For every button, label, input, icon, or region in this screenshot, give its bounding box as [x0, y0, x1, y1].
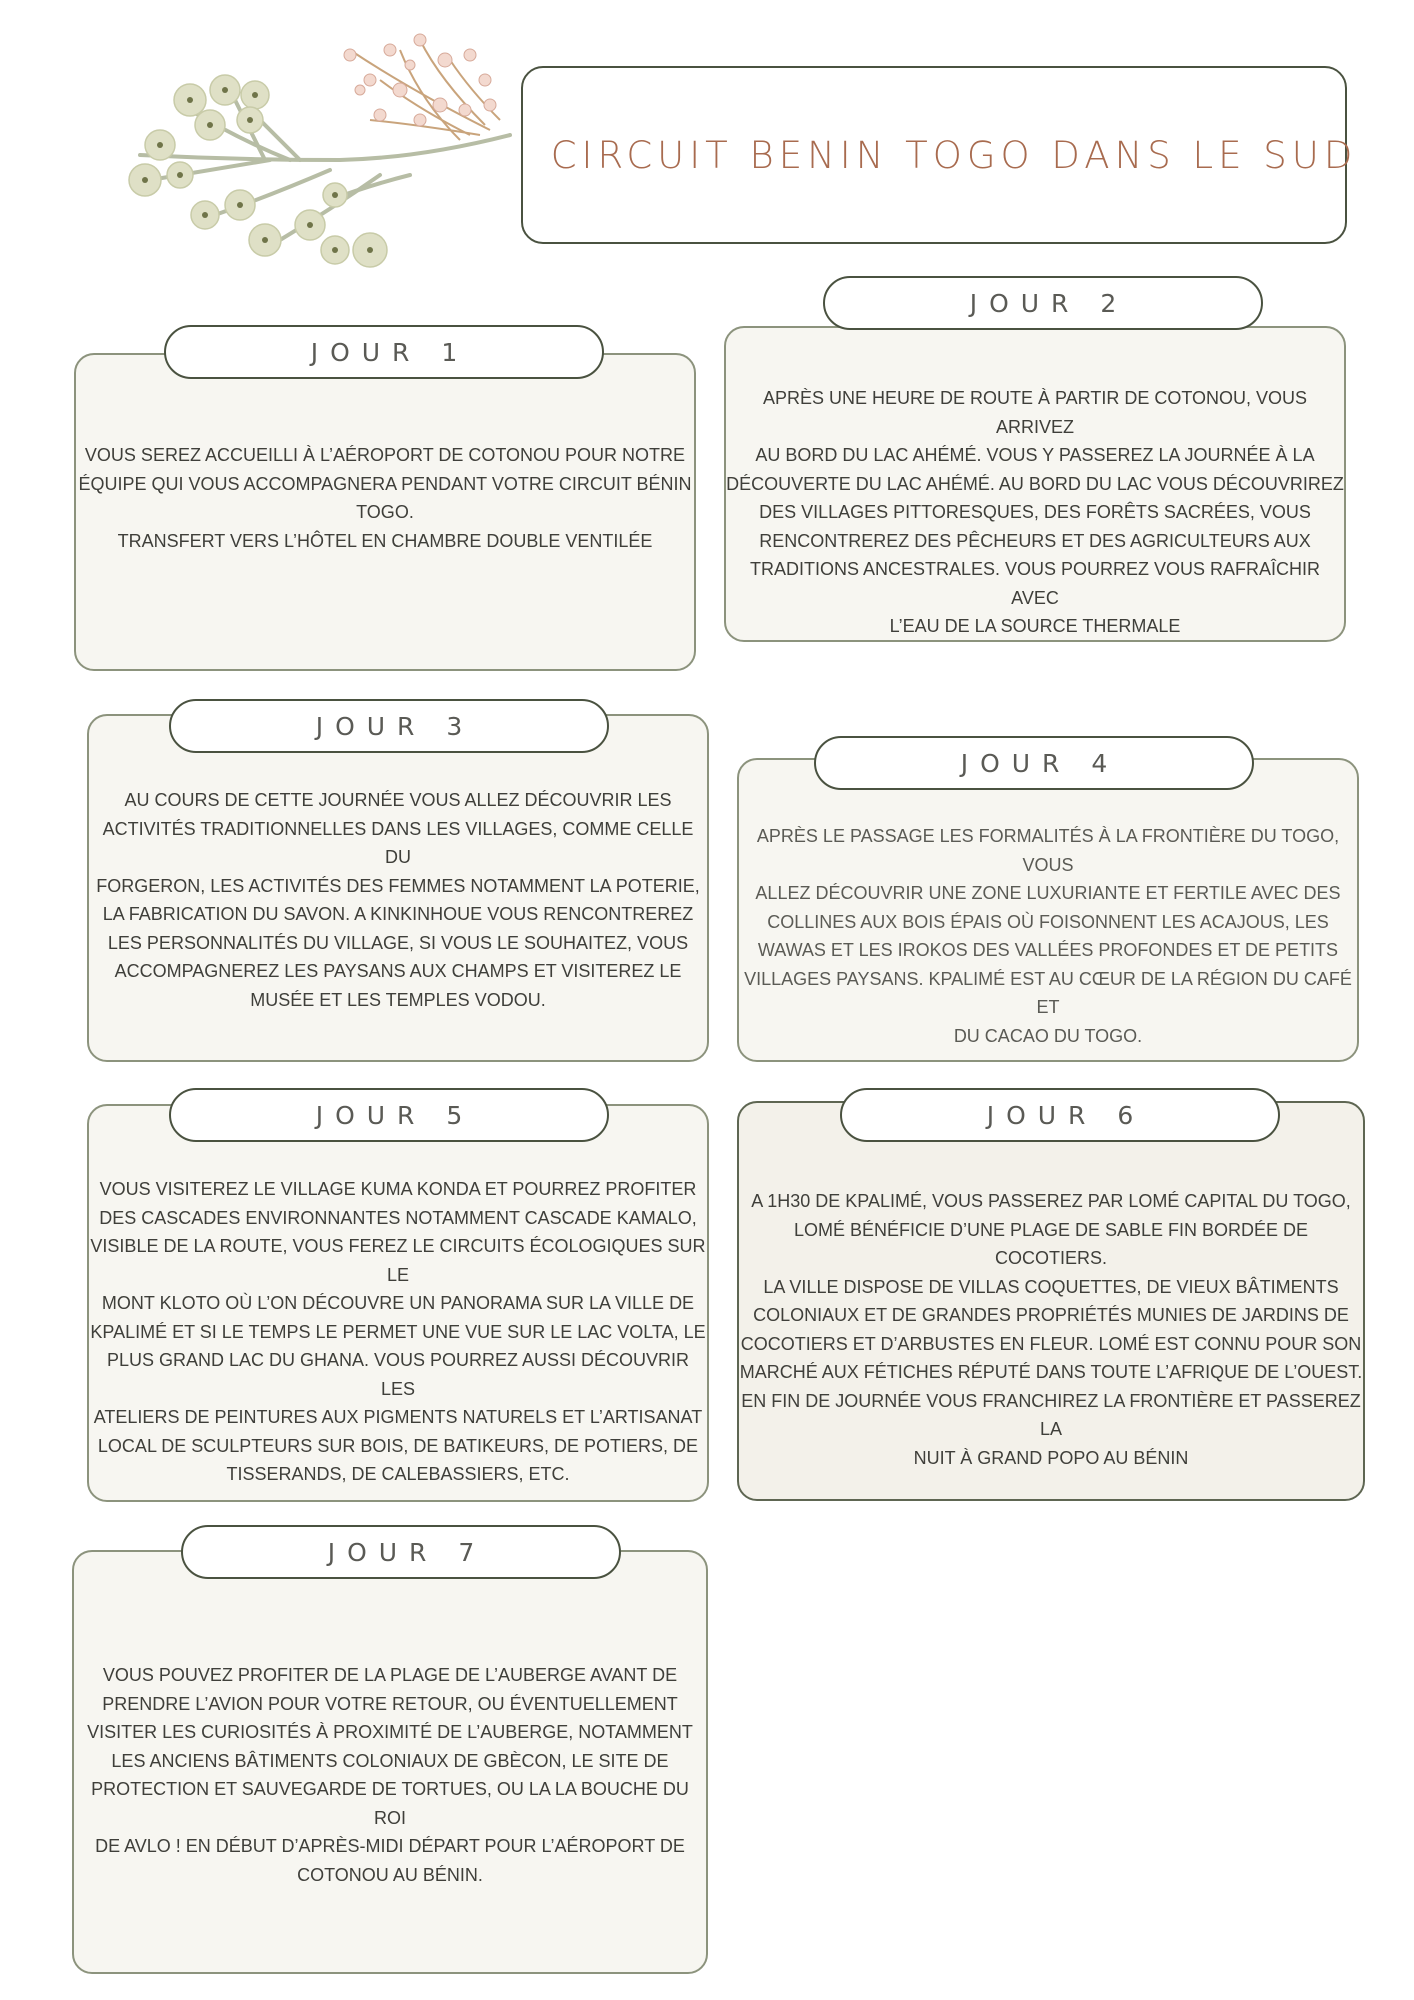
- day-2-card: [724, 326, 1346, 642]
- day-1-card: [74, 353, 696, 671]
- day-4-label: JOUR 4: [814, 736, 1254, 790]
- day-7-text: VOUS POUVEZ PROFITER DE LA PLAGE DE L’AUBERGE AVANT DE PRENDRE L’AVION POUR VOTRE RETOUR, OU ÉVENTUELLEMENT VISITER LES CURIOSITÉS À PROXIMITÉ DE L’AUBERGE, NOTAMMENT LES ANCIENS BÂTIMENTS COLONIAUX DE GBÈCON, LE SITE DE PROTECTION ET SAUVEGARDE DE TORTUES, OU LA LA BOUCHE DU ROI DE AVLO ! EN DÉBUT D’APRÈS-MIDI DÉPART POUR L’AÉROPORT DE COTONOU AU BÉNIN.: [87, 1665, 693, 1885]
- day-6-card: [737, 1101, 1365, 1501]
- day-7-card: [72, 1550, 708, 1974]
- day-6-label: JOUR 6: [840, 1088, 1280, 1142]
- day-7-label: JOUR 7: [181, 1525, 621, 1579]
- day-5-text: VOUS VISITEREZ LE VILLAGE KUMA KONDA ET POURREZ PROFITER DES CASCADES ENVIRONNANTES NOTAMMENT CASCADE KAMALO, VISIBLE DE LA ROUTE, VOUS FEREZ LE CIRCUITS ÉCOLOGIQUES SUR LE MONT KLOTO OÙ L’ON DÉCOUVRE UN PANORAMA SUR LA VILLE DE KPALIMÉ ET SI LE TEMPS LE PERMET UNE VUE SUR LE LAC VOLTA, LE PLUS GRAND LAC DU GHANA. VOUS POURREZ AUSSI DÉCOUVRIR LES ATELIERS DE PEINTURES AUX PIGMENTS NATURELS ET L’ARTISANAT LOCAL DE SCULPTEURS SUR BOIS, DE BATIKEURS, DE POTIERS, DE TISSERANDS, DE CALEBASSIERS, ETC.: [90, 1179, 706, 1484]
- day-5-label: JOUR 5: [169, 1088, 609, 1142]
- flower-branch-icon: [90, 10, 530, 290]
- day-1-text: VOUS SEREZ ACCUEILLI À L’AÉROPORT DE COTONOU POUR NOTRE ÉQUIPE QUI VOUS ACCOMPAGNERA PENDANT VOTRE CIRCUIT BÉNIN TOGO. TRANSFERT VERS L’HÔTEL EN CHAMBRE DOUBLE VENTILÉE: [78, 445, 692, 551]
- day-3-card: [87, 714, 709, 1062]
- day-6-text: A 1H30 DE KPALIMÉ, VOUS PASSEREZ PAR LOMÉ CAPITAL DU TOGO, LOMÉ BÉNÉFICIE D’UNE PLAGE DE SABLE FIN BORDÉE DE COCOTIERS. LA VILLE DISPOSE DE VILLAS COQUETTES, DE VIEUX BÂTIMENTS COLONIAUX ET DE GRANDES PROPRIÉTÉS MUNIES DE JARDINS DE COCOTIERS ET D’ARBUSTES EN FLEUR. LOMÉ EST CONNU POUR SON MARCHÉ AUX FÉTICHES RÉPUTÉ DANS TOUTE L’AFRIQUE DE L’OUEST. EN FIN DE JOURNÉE VOUS FRANCHIREZ LA FRONTIÈRE ET PASSEREZ LA NUIT À GRAND POPO AU BÉNIN: [739, 1191, 1363, 1468]
- day-3-text: AU COURS DE CETTE JOURNÉE VOUS ALLEZ DÉCOUVRIR LES ACTIVITÉS TRADITIONNELLES DANS LES VILLAGES, COMME CELLE DU FORGERON, LES ACTIVITÉS DES FEMMES NOTAMMENT LA POTERIE, LA FABRICATION DU SAVON. A KINKINHOUE VOUS RENCONTREREZ LES PERSONNALITÉS DU VILLAGE, SI VOUS LE SOUHAITEZ, VOUS ACCOMPAGNEREZ LES PAYSANS AUX CHAMPS ET VISITEREZ LE MUSÉE ET LES TEMPLES VODOU.: [96, 790, 700, 1010]
- day-2-label: JOUR 2: [823, 276, 1263, 330]
- page-title: CIRCUIT BENIN TOGO DANS LE SUD: [550, 133, 1358, 177]
- day-3-label: JOUR 3: [169, 699, 609, 753]
- day-4-text: APRÈS LE PASSAGE LES FORMALITÉS À LA FRONTIÈRE DU TOGO, VOUS ALLEZ DÉCOUVRIR UNE ZONE LUXURIANTE ET FERTILE AVEC DES COLLINES AUX BOIS ÉPAIS OÙ FOISONNENT LES ACAJOUS, LES WAWAS ET LES IROKOS DES VALLÉES PROFONDES ET DE PETITS VILLAGES PAYSANS. KPALIMÉ EST AU CŒUR DE LA RÉGION DU CAFÉ ET DU CACAO DU TOGO.: [744, 826, 1352, 1046]
- day-1-label: JOUR 1: [164, 325, 604, 379]
- day-5-card: [87, 1104, 709, 1502]
- title-box: [521, 66, 1358, 244]
- day-2-text: APRÈS UNE HEURE DE ROUTE À PARTIR DE COTONOU, VOUS ARRIVEZ AU BORD DU LAC AHÉMÉ. VOUS Y PASSEREZ LA JOURNÉE À LA DÉCOUVERTE DU LAC AHÉMÉ. AU BORD DU LAC VOUS DÉCOUVRIREZ DES VILLAGES PITTORESQUES, DES FORÊTS SACRÉES, VOUS RENCONTREREZ DES PÊCHEURS ET DES AGRICULTEURS AUX TRADITIONS ANCESTRALES. VOUS POURREZ VOUS RAFRAÎCHIR AVEC L’EAU DE LA SOURCE THERMALE: [726, 388, 1344, 636]
- day-4-card: [737, 758, 1359, 1062]
